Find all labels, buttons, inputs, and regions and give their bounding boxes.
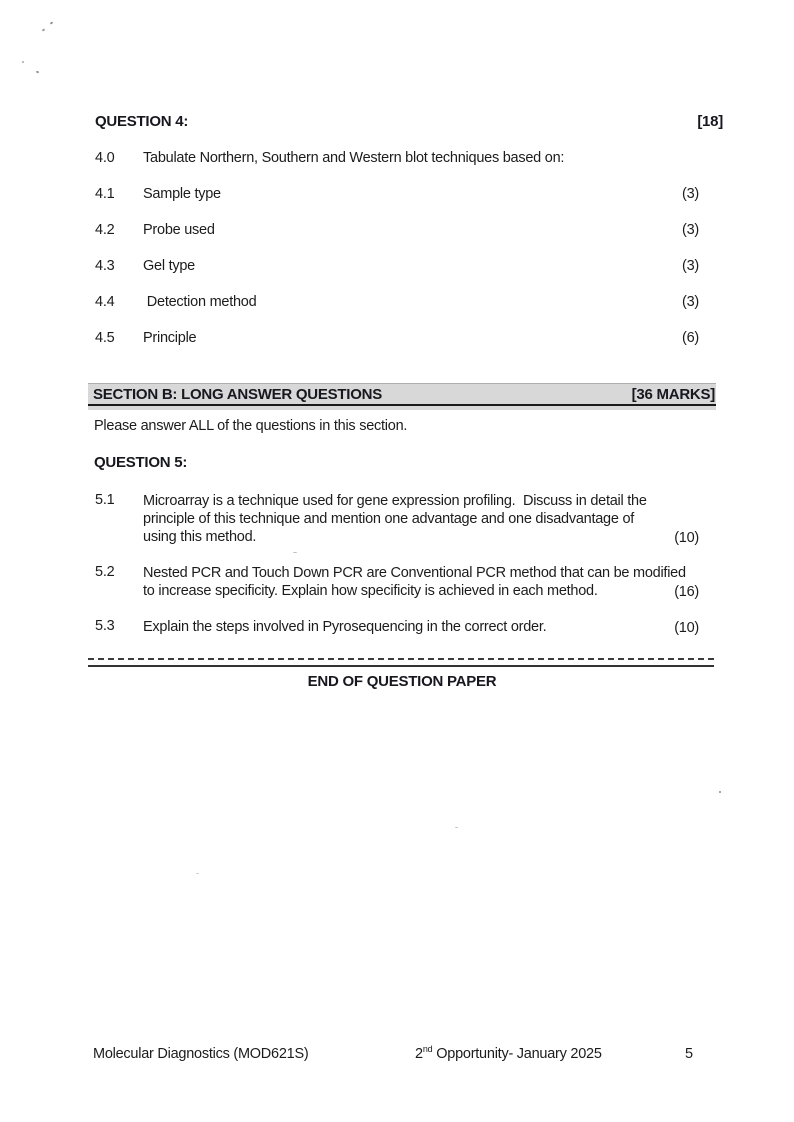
question4-total-marks: [18]	[697, 113, 723, 130]
scan-speck	[455, 827, 458, 828]
question-text-block	[143, 618, 546, 636]
question-text-line: using this method.	[143, 529, 257, 545]
question-text: Tabulate Northern, Southern and Western blot techniques based on:	[143, 150, 565, 166]
question-number: 4.4	[95, 294, 115, 310]
marks-value: (3)	[682, 294, 699, 310]
question4-header	[88, 113, 747, 130]
question-text: Principle	[143, 330, 197, 346]
question4-item-row	[88, 330, 723, 346]
marks-value: (16)	[674, 584, 699, 600]
scan-speck	[50, 21, 54, 24]
scan-speck	[293, 552, 297, 553]
marks-value: (10)	[674, 620, 699, 636]
question-number: 4.0	[95, 150, 115, 166]
question-number: 5.1	[95, 492, 115, 508]
question-text-line: to increase specificity. Explain how specificity is achieved in each method.	[143, 583, 598, 599]
question-text-block	[143, 492, 647, 546]
question5-title: QUESTION 5:	[94, 454, 188, 471]
question-number: 5.3	[95, 618, 115, 634]
footer-page-number: 5	[685, 1046, 693, 1062]
question-number: 4.3	[95, 258, 115, 274]
marks-value: (10)	[674, 530, 699, 546]
question-text: Sample type	[143, 186, 221, 202]
section-b-header-inner	[88, 386, 716, 406]
question5-header	[88, 454, 746, 471]
section-b-header-bar	[88, 383, 716, 410]
question-text: Gel type	[143, 258, 195, 274]
marks-value: (3)	[682, 222, 699, 238]
question-text-line: principle of this technique and mention one advantage and one disadvantage of	[143, 511, 635, 527]
solid-divider	[88, 665, 714, 667]
marks-value: (3)	[682, 258, 699, 274]
question-text: Probe used	[143, 222, 215, 238]
question4-item-row	[88, 222, 723, 238]
question-text-block	[143, 564, 686, 600]
scan-speck	[36, 71, 40, 74]
footer-ordinal-suffix: nd	[422, 1044, 433, 1055]
scan-speck	[719, 791, 721, 793]
question-number: 4.1	[95, 186, 115, 202]
question-number: 4.5	[95, 330, 115, 346]
question-text: Detection method	[143, 294, 257, 310]
marks-value: (6)	[682, 330, 699, 346]
scan-speck	[22, 61, 24, 63]
page-footer	[88, 1046, 716, 1066]
question-text-line: Explain the steps involved in Pyrosequencing in the correct order.	[143, 619, 547, 635]
footer-course-title: Molecular Diagnostics (MOD621S)	[93, 1046, 309, 1062]
footer-session-rest: Opportunity- January 2025	[432, 1046, 602, 1062]
question5-item-row	[88, 564, 723, 600]
section-b-title: SECTION B: LONG ANSWER QUESTIONS	[93, 386, 382, 403]
question-text-line: Microarray is a technique used for gene expression profiling. Discuss in detail the	[143, 493, 647, 509]
end-of-paper-note: END OF QUESTION PAPER	[307, 673, 497, 690]
question5-item-row	[88, 492, 723, 546]
question4-item-row	[88, 294, 723, 310]
question4-item-row	[88, 258, 723, 274]
question4-title: QUESTION 4:	[95, 113, 189, 130]
footer-session-prefix: 2	[415, 1046, 423, 1062]
question-number: 5.2	[95, 564, 115, 580]
question-text-line: Nested PCR and Touch Down PCR are Conventional PCR method that can be modified	[143, 565, 686, 581]
section-b-marks: [36 MARKS]	[631, 386, 715, 403]
marks-value: (3)	[682, 186, 699, 202]
section-b-instruction: Please answer ALL of the questions in this section.	[94, 418, 408, 434]
question4-item-row	[88, 186, 723, 202]
question5-item-row	[88, 618, 723, 636]
scan-speck	[42, 28, 46, 31]
dashed-divider	[88, 658, 714, 660]
question4-intro-row	[88, 150, 723, 166]
footer-exam-session	[415, 1046, 602, 1062]
question-number: 4.2	[95, 222, 115, 238]
scan-speck	[196, 873, 199, 874]
